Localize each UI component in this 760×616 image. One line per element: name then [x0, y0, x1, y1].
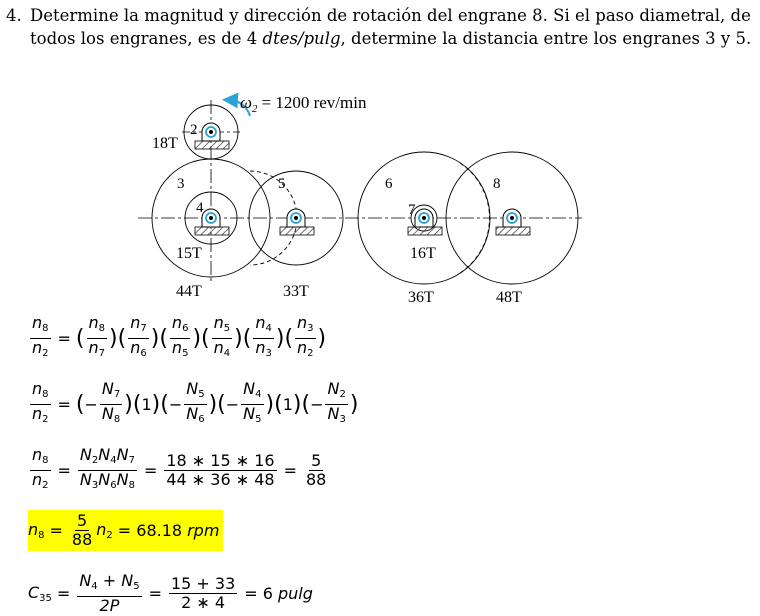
teeth-label-16t: 16T — [410, 245, 436, 262]
eq1-lhs: $\frac{n_8}{n_2}$ — [32, 313, 49, 359]
gear-label-5: 5 — [278, 176, 286, 192]
eq1-ratio-6: $\frac{n_3}{n_2}$ — [297, 313, 314, 359]
eq5-numeric: $\frac{15 + 33}{2 ∗ 4}$ — [170, 574, 236, 612]
gear-label-4: 4 — [196, 200, 204, 216]
eq5-equals-1: = — [56, 584, 71, 603]
eq2-equals: = — [57, 395, 71, 414]
eq1-ratio-3: $\frac{n_6}{n_5}$ — [171, 313, 189, 359]
eq3-equals-1: = — [57, 461, 71, 480]
gear-label-8: 8 — [493, 176, 501, 192]
problem-line-2a: todos los engranes, es de 4 — [30, 29, 263, 48]
eq5-result: = 6 — [244, 584, 273, 603]
pivot-gear-2 — [195, 123, 229, 149]
eq5-symbolic: $\frac{N_4 + N_5}{2P}$ — [79, 571, 140, 615]
pivot-gear-8 — [496, 209, 530, 235]
eq5-unit: pulg — [277, 584, 313, 603]
eq2-one-a: 1 — [141, 395, 152, 414]
teeth-label-44t: 44T — [176, 283, 202, 300]
teeth-label-36t: 36T — [408, 289, 434, 306]
eq1-ratio-5: $\frac{n_4}{n_3}$ — [255, 313, 272, 359]
problem-line-1: Determine la magnitud y dirección de rotación del engrane 8. Si el paso diametral, de — [30, 6, 751, 25]
eq3-lhs: $\frac{n_8}{n_2}$ — [32, 445, 49, 491]
eq3-equals-2: = — [143, 461, 158, 480]
eq4-result: = 68.18 — [117, 521, 183, 540]
teeth-label-18t: 18T — [152, 135, 178, 152]
problem-line-2b: , determine la distancia entre los engranes 3 y 5. — [340, 29, 752, 48]
eq5-equals-2: = — [148, 584, 162, 603]
equation-2: $\frac{n_8}{n_2}$ = ( − $\frac{N_7}{N_8}$ ) ( 1 ) ( − $\frac{N_5}{N_6}$ ) ( − $\frac{N_4}{N_5}$ ) ( 1 ) ( − $\frac{N_2}{N_3}$ ) — [28, 380, 358, 429]
problem-number: 4. — [6, 6, 22, 25]
unit-dtes-pulg: dtes/pulg — [262, 29, 341, 48]
eq4-fraction: $\frac{5}{88}$ — [71, 511, 93, 549]
gear-label-3: 3 — [177, 176, 185, 192]
eq3-numeric: $\frac{18 ∗ 15 ∗ 16}{44 ∗ 36 ∗ 48}$ — [166, 451, 275, 489]
teeth-label-15t: 15T — [176, 245, 202, 262]
gear-label-7: 7 — [408, 202, 416, 218]
gear-label-2: 2 — [190, 122, 198, 138]
eq2-ratio-2: $\frac{N_5}{N_6}$ — [186, 379, 205, 425]
equation-3 — [28, 446, 330, 495]
gear-label-6: 6 — [385, 176, 393, 192]
teeth-label-48t: 48T — [496, 289, 522, 306]
equation-5: $C_{35}$ = $\frac{N_4 + N_5}{2P}$ = $\frac{15 + 33}{2 ∗ 4}$ = 6 pulg — [28, 571, 313, 615]
highlight-box: $n_8$ = $\frac{5}{88}$ $n_2$ = 68.18 rpm — [28, 510, 223, 551]
omega-label: $\omega_2 = 1200$ rev/min — [240, 93, 367, 115]
pivot-gear-5 — [280, 209, 314, 235]
eq4-unit: rpm — [187, 521, 220, 540]
eq1-ratio-4: $\frac{n_5}{n_4}$ — [213, 313, 231, 359]
eq3-result: $\frac{5}{88}$ — [306, 451, 327, 489]
equation-4-highlighted — [28, 510, 223, 551]
eq3-equals-3: = — [283, 461, 297, 480]
eq1-ratio-2: $\frac{n_7}{n_6}$ — [130, 313, 147, 359]
problem-text — [30, 4, 754, 50]
eq1-ratio-1: $\frac{n_8}{n_7}$ — [88, 313, 106, 359]
eq3-symbolic: $\frac{N_2N_4N_7}{N_3N_6N_8}$ — [79, 445, 135, 491]
eq2-ratio-1: $\frac{N_7}{N_8}$ — [101, 379, 121, 425]
teeth-label-33t: 33T — [283, 283, 309, 300]
eq2-one-b: 1 — [282, 395, 293, 414]
eq2-ratio-3: $\frac{N_4}{N_5}$ — [243, 379, 262, 425]
eq2-lhs: $\frac{n_8}{n_2}$ — [32, 379, 49, 425]
eq1-equals: = — [57, 329, 71, 348]
eq2-ratio-4: $\frac{N_2}{N_3}$ — [327, 379, 346, 425]
eq4-equals: = — [49, 521, 63, 540]
equation-1: $\frac{n_8}{n_2}$ = ( $\frac{n_8}{n_7}$ ) ( $\frac{n_7}{n_6}$ ) ( $\frac{n_6}{n_5}$ ) ( $\frac{n_5}{n_4}$ ) ( $\frac{n_4}{n_3}$ ) ( $\frac{n_3}{n_2}$ ) — [28, 314, 326, 363]
gear-train-diagram — [130, 86, 590, 308]
